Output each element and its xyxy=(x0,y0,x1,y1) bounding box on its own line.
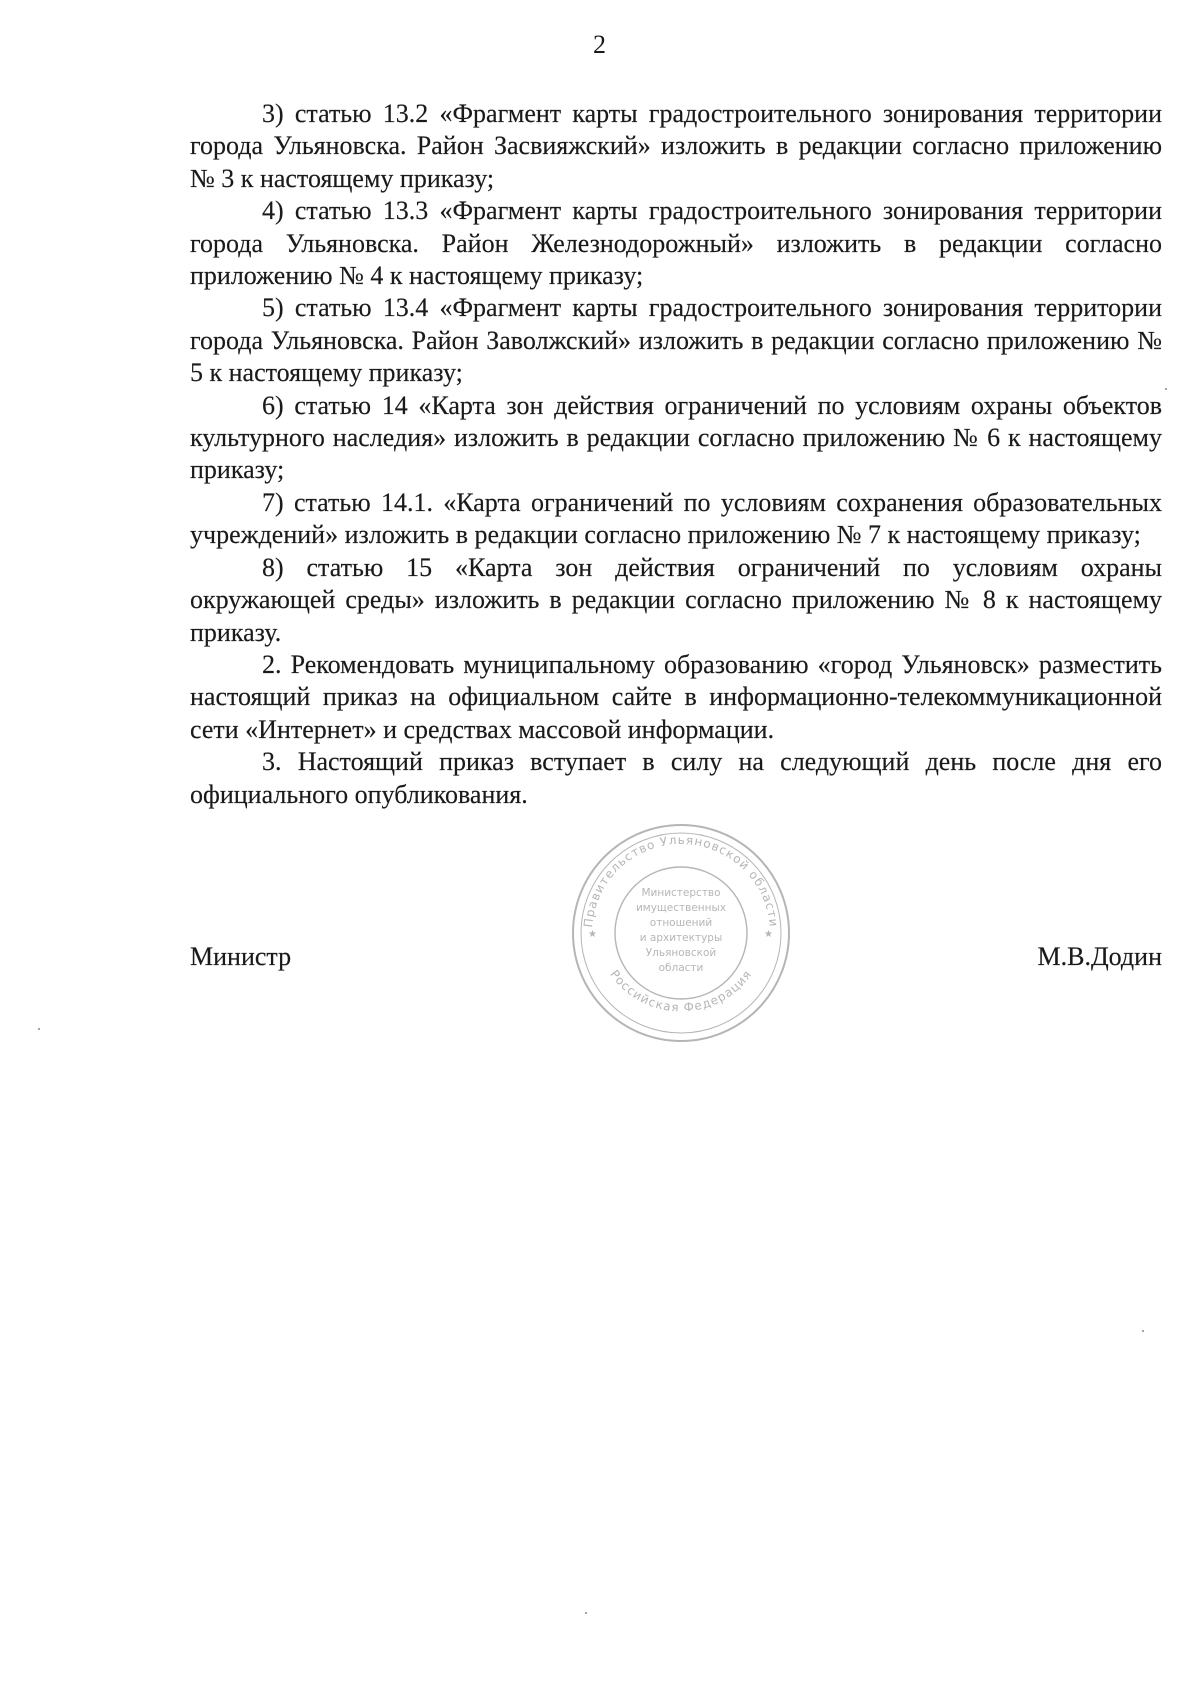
signer-name: М.В.Додин xyxy=(1037,942,1162,971)
paragraph-item-3: 3) статью 13.2 «Фрагмент карты градостроительного зонирования территории города Ульяновска. Район Засвияжский» изложить в редакции согласно приложению № 3 к настоящему приказу; xyxy=(190,99,1162,193)
paragraph-item-4: 4) статью 13.3 «Фрагмент карты градостроительного зонирования территории города Ульяновска. Район Железнодорожный» изложить в редакции согласно приложению № 4 к настоящему приказу; xyxy=(190,196,1162,291)
signer-title: Министр xyxy=(190,942,292,971)
svg-text:★: ★ xyxy=(764,929,773,940)
seal-center-line: и архитектуры xyxy=(639,932,723,944)
document-body xyxy=(190,98,1162,811)
signature-block xyxy=(190,942,1162,982)
scan-artifact-dot xyxy=(38,1028,40,1030)
paragraph-clause-3: 3. Настоящий приказ вступает в силу на следующий день после дня его официального опубликования. xyxy=(190,747,1162,809)
seal-ring-bottom-text: Российская Федерация xyxy=(607,967,755,1015)
scan-artifact-dot xyxy=(585,1612,587,1614)
paragraph-item-8: 8) статью 15 «Карта зон действия ограничений по условиям охраны окружающей среды» изложить в редакции согласно приложению № 8 к настоящему приказу. xyxy=(190,552,1162,647)
paragraph-item-5: 5) статью 13.4 «Фрагмент карты градостроительного зонирования территории города Ульяновска. Район Заволжский» изложить в редакции согласно приложению № 5 к настоящему приказу; xyxy=(190,293,1162,388)
seal-ring-top-text: Правительство Ульяновской области xyxy=(581,832,781,929)
paragraph-item-7: 7) статью 14.1. «Карта ограничений по условиям сохранения образовательных учреждений» изложить в редакции согласно приложению № 7 к настоящему приказу; xyxy=(190,487,1162,550)
seal-center-line: области xyxy=(658,962,704,974)
seal-center-line: отношений xyxy=(649,917,713,929)
scan-artifact-dot xyxy=(1142,1330,1144,1332)
page-number: 2 xyxy=(593,30,607,59)
paragraph-clause-2: 2. Рекомендовать муниципальному образованию «город Ульяновск» разместить настоящий приказ на официальном сайте в информационно-телекоммуникационной сети «Интернет» и средствах массовой информации. xyxy=(190,649,1162,744)
official-seal xyxy=(568,820,794,1046)
seal-center-line: Министерство xyxy=(641,887,721,899)
paragraph-item-6: 6) статью 14 «Карта зон действия ограничений по условиям охраны объектов культурного наследия» изложить в редакции согласно приложению № 6 к настоящему приказу; xyxy=(190,390,1162,485)
svg-text:★: ★ xyxy=(588,929,597,940)
scan-artifact-dot xyxy=(1165,388,1167,390)
seal-center-line: имущественных xyxy=(635,902,727,914)
seal-center-line: Ульяновской xyxy=(645,947,717,959)
